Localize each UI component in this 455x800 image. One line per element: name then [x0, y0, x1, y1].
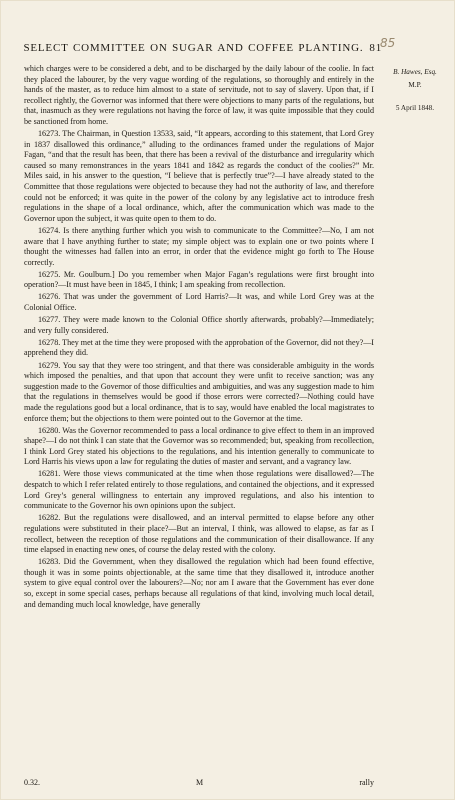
- paragraph: 16282. But the regulations were disallowed, and an interval permitted to elapse before any other regulations were substituted in their place?—But an interval, I think, was allowed to elapse, as far as I recollect, between the reception of those regulations and the communication of their disallowance. If any time elapsed in enacting new ones, of course the delay rested with the colony.: [24, 513, 374, 555]
- paragraph: 16274. Is there anything further which you wish to communicate to the Committee?—No, I am not aware that I have anything further to state; my simple object was to explain one or two points where I thought the witnesses had fallen into an error, in order that the evidence might go forth to The House correctly.: [24, 225, 374, 267]
- paragraph: 16278. They met at the time they were proposed with the approbation of the Governor, did not they?—I apprehend they did.: [24, 337, 374, 358]
- paragraph: 16275. Mr. Goulburn.] Do you remember when Major Fagan’s regulations were first brought into operation?—It must have been in 1845, I think; I am speaking from recollection.: [24, 269, 374, 290]
- catchword: rally: [359, 778, 374, 787]
- signature-mark: M: [196, 778, 204, 787]
- paragraph: 16280. Was the Governor recommended to pass a local ordinance to give effect to them in an improved shape?—I do not think I can state that the Governor was so recommended; but, speaking from recollection, I think Lord Grey stated his objections to the regulations, and his intention generally to communicate to Lord Harris his views upon a law for regulating the duties of master and servant, and a vagrancy law.: [24, 425, 374, 467]
- body-text: [24, 64, 374, 776]
- paragraph: 16281. Were those views communicated at the time when those regulations were disallowed?—The despatch to which I refer related entirely to those regulations, and contained the objections, and it expressed Lord Grey’s general willingness to entertain any improved regulations, and also his intention to communicate to the Governor his own opinions upon the subject.: [24, 469, 374, 511]
- paragraph: which charges were to be considered a debt, and to be discharged by the daily labour of the coolie. In fact they placed the labourer, by the very vague wording of the regulations, so thoroughly and entirely in the hands of the master, as to reduce him almost to a state of servitude, not to say of slavery. Upon that, if I recollect rightly, the Governor was informed that there were objections to many parts of the regulations, but that, inasmuch as they were regulations not having the force of law, it was quite impossible that they could be sanctioned from home.: [24, 64, 374, 126]
- paragraph: 16283. Did the Government, when they disallowed the regulation which had been found effective, though it was in some points objectionable, at the same time that they disallowed it, introduce another system to give equal control over the labourers?—No; nor am I aware that the Government has ever done so, except in some special cases, perhaps because all regulations of that kind, involving much local detail, and demanding much local knowledge, have generally: [24, 557, 374, 609]
- signature-code: 0.32.: [24, 778, 40, 787]
- witness-title: M.P.: [408, 81, 422, 89]
- paragraph: 16276. That was under the government of Lord Harris?—It was, and while Lord Grey was at the Colonial Office.: [24, 292, 374, 313]
- paragraph: 16273. The Chairman, in Question 13533, said, “It appears, according to this statement, that Lord Grey in 1837 disallowed this ordinance,” alluding to the ordinances framed under the regulations of Major Fagan, “and that the result has been, that there has been a revival of the disturbance and irregularity which caused so many remonstrances in the years 1841 and 1842 as regards the conduct of the coolies?” Mr. Miles said, in his answer to the question, “I believe that is perfectly true”?—I have already stated to the Committee that those regulations were objected to because they had not the authority of law, and therefore could not be enforced; it was quite in the power of the colony by any legislative act to introduce fresh regulations in the shape of a local ordinance, which, after the communication which was made to the Governor upon the subject, it was quite open to them to do.: [24, 129, 374, 223]
- page-number: 81: [369, 42, 382, 54]
- margin-note: [382, 66, 448, 115]
- hearing-date: 5 April 1848.: [395, 104, 435, 112]
- running-header: [22, 42, 382, 54]
- header-title: SELECT COMMITTEE ON SUGAR AND COFFEE PLANTING.: [23, 42, 364, 54]
- paragraph: 16279. You say that they were too stringent, and that there was considerable ambiguity in the words which imposed the penalties, and that upon that account they were unfit to receive sanction; was any suggestion made to the Governor of those difficulties and ambiguities, and was any suggestion made to him that the regulations in themselves would be good if those errors were corrected?—Nothing could have made the regulations good but a local ordinance, that is to say, would have enabled the local magistrates to enforce them; but the objections to them were pointed out to the Governor at the time.: [24, 360, 374, 423]
- witness-name: B. Hawes, Esq.: [393, 68, 437, 76]
- paragraph: 16277. They were made known to the Colonial Office shortly afterwards, probably?—Immediately; and very fully considered.: [24, 315, 374, 335]
- handwritten-page-number: 85: [380, 36, 396, 50]
